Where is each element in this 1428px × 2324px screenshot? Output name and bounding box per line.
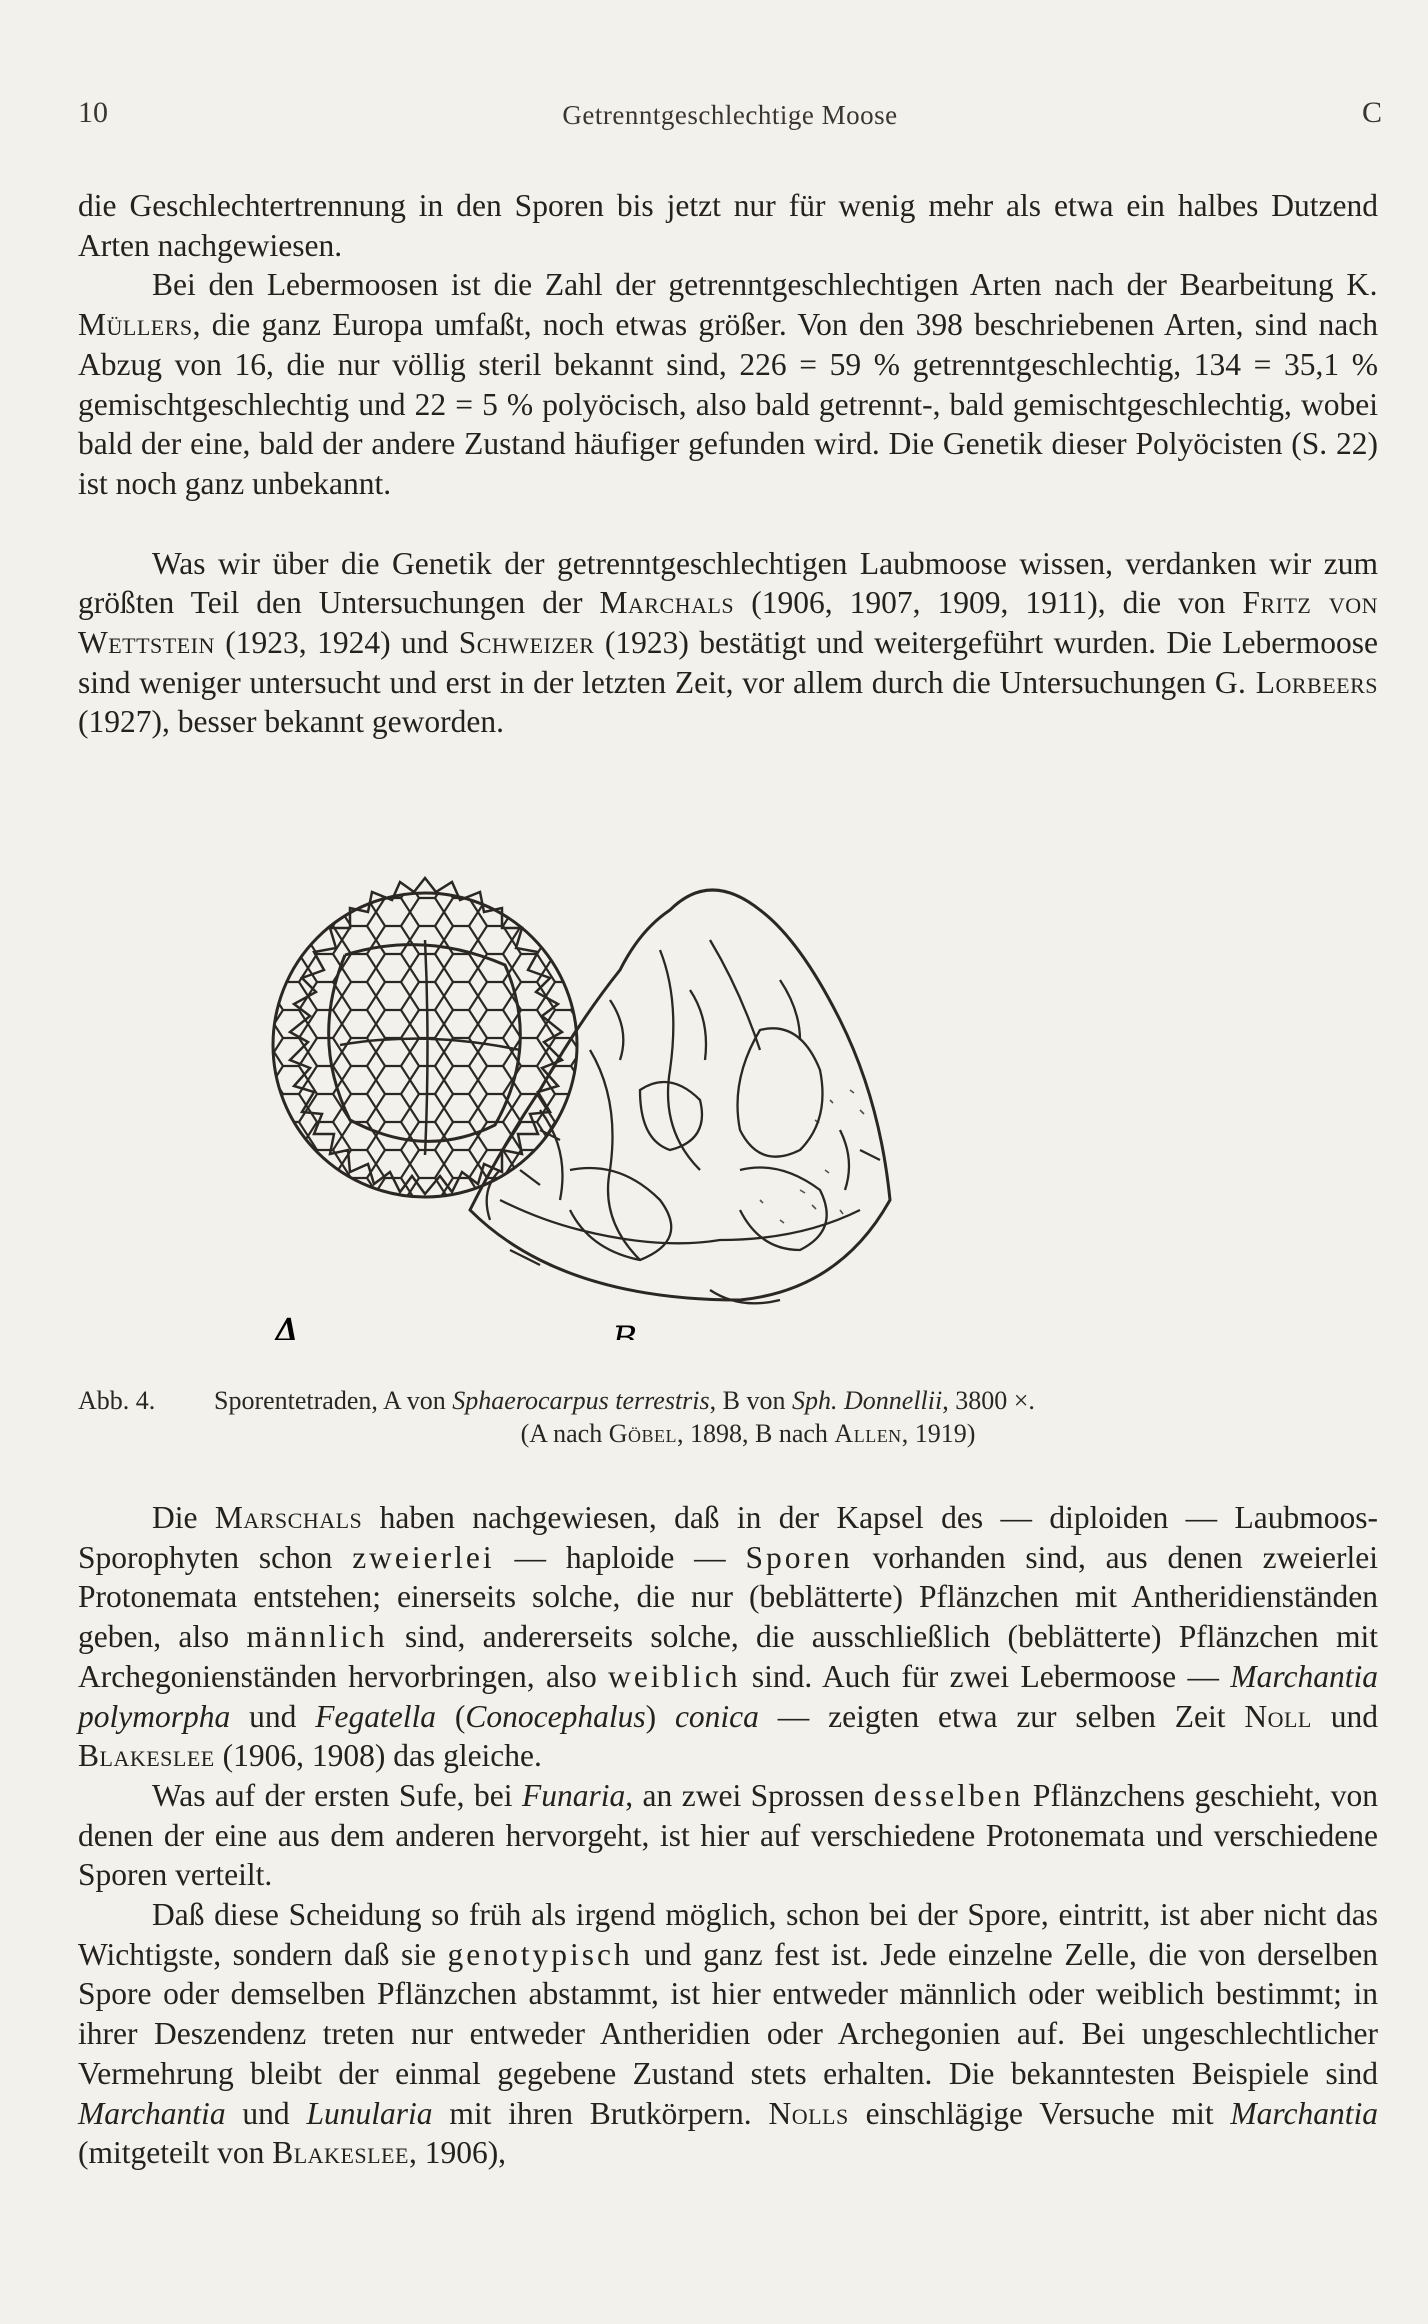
species-name: conica: [674, 1698, 759, 1734]
text-run: sind, andererseits solche, die ausschließlich (beblätterte) Pflänzchen mit Archegonienständen hervorbringen, also: [78, 1619, 1378, 1694]
paragraph-2: [78, 265, 1378, 503]
text-run: haben nachgewiesen, daß in der Kapsel des — diploiden — Laubmoos-Sporophyten schon: [78, 1500, 1378, 1575]
text-run: , 1919): [901, 1419, 976, 1448]
signature-mark: C: [1361, 96, 1382, 129]
species-name: Marchantia: [78, 2095, 226, 2131]
text-run: sind. Auch für zwei Lebermoose —: [740, 1658, 1231, 1694]
text-run: Was auf der ersten Sufe, bei: [152, 1777, 522, 1813]
author-name: Marchals: [599, 585, 735, 621]
author-name: G. Lorbeers: [1214, 664, 1378, 700]
text-run: Was wir über die Genetik der getrenntgeschlechtigen Laubmoose wissen, verdanken wir zum größten Teil den Untersuchungen der: [78, 545, 1378, 621]
text-run: mit ihren Brutkörpern.: [432, 2095, 769, 2131]
spaced-emphasis: Sporen: [745, 1539, 853, 1575]
text-run: und: [230, 1698, 316, 1734]
paragraph-6: [78, 1895, 1378, 2173]
text-run: , 3800 ×.: [942, 1386, 1035, 1415]
text-run: und: [225, 2095, 307, 2131]
text-run: und ganz fest ist. Jede einzelne Zelle, die von derselben Spore oder demselben Pflänzchen abstammt, ist hier entweder männlich oder weiblich bestimmt; in ihrer Deszendenz treten nur entweder Antheridien oder Archegonien auf. Bei ungeschlechtlicher Vermehrung bleibt der einmal gegebene Zustand stets erhalten. Die bekanntesten Beispiele sind: [78, 1936, 1378, 2091]
text-run: (1906, 1907, 1909, 1911), die von: [734, 585, 1243, 621]
spaced-emphasis: genotypisch: [447, 1936, 633, 1972]
author-name: Marschals: [214, 1500, 363, 1535]
figure-spore-tetrads: [240, 870, 1200, 1340]
text-run: , 1898, B nach: [677, 1419, 835, 1448]
species-name: Marchantia: [1230, 2095, 1378, 2131]
text-run: Sporentetraden, A von: [214, 1386, 453, 1415]
paragraph-3: [78, 544, 1378, 743]
figure-label-b: B: [612, 1319, 637, 1340]
species-name: Conocephalus: [465, 1698, 646, 1734]
author-name: Noll: [1244, 1698, 1312, 1734]
paragraph-4: [78, 1498, 1378, 1776]
author-name: Allen: [834, 1419, 902, 1448]
paragraph-5: [78, 1776, 1378, 1895]
species-name: Funaria: [521, 1777, 626, 1813]
species-name: Fegatella: [315, 1698, 436, 1734]
paragraph-1-text: die Geschlechtertrennung in den Sporen bis jetzt nur für wenig mehr als etwa ein halbes Dutzend Arten nachgewiesen.: [78, 188, 1378, 263]
page-number: 10: [78, 96, 108, 129]
species-name: Sphaerocarpus terrestris: [452, 1386, 710, 1415]
text-block-bottom: [78, 1498, 1378, 2173]
text-run: ): [645, 1698, 675, 1734]
text-run: Die: [152, 1500, 215, 1535]
caption-line-1: [78, 1384, 1378, 1417]
author-name: K. Müllers: [78, 267, 1378, 343]
text-run: vorhanden sind, aus denen zweierlei Protonemata entstehen; einerseits solche, die nur (beblätterte) Pflänzchen mit Antheridienständen geben, also: [78, 1539, 1378, 1655]
running-title: Getrenntgeschlechtige Moose: [562, 100, 898, 130]
spaced-emphasis: männlich: [246, 1619, 388, 1655]
spaced-emphasis: desselben: [873, 1777, 1024, 1813]
species-name: Marchantia polymorpha: [78, 1658, 1378, 1734]
figure-caption: [78, 1384, 1378, 1450]
author-name: Göbel: [608, 1419, 677, 1448]
text-run: , die ganz Europa umfaßt, noch etwas größer. Von den 398 beschriebenen Arten, sind nach Abzug von 16, die nur völlig steril bekannt sind, 226 = 59 % getrenntgeschlechtig, 134 = 35,1 % gemischtgeschlechtig und 22 = 5 % polyöcisch, also bald getrennt-, bald gemischtgeschlechtig, wobei bald der eine, bald der andere Zustand häufiger gefunden wird. Die Genetik dieser Polyöcisten (S. 22) ist noch ganz unbekannt.: [78, 307, 1378, 501]
paragraph-1: [78, 186, 1378, 265]
text-run: und: [1311, 1698, 1378, 1734]
text-run: (1923) bestätigt und weitergeführt wurden. Die Lebermoose sind weniger untersucht und erst in der letzten Zeit, vor allem durch die Untersuchungen: [78, 625, 1378, 700]
figure-label-a: A: [270, 1310, 302, 1340]
author-name: Nolls: [768, 2095, 849, 2131]
text-run: (mitgeteilt von: [78, 2135, 273, 2171]
caption-label: Abb. 4.: [78, 1386, 156, 1415]
text-run: Pflänzchens geschieht, von denen der eine aus dem anderen hervorgeht, ist hier auf verschiedene Protonemata und verschiedene Sporen verteilt.: [78, 1777, 1379, 1893]
author-name: Blakeslee: [272, 2135, 409, 2171]
text-run: einschlägige Versuche mit: [848, 2095, 1231, 2131]
paragraph-gap: [78, 504, 1378, 544]
text-run: — haploide —: [494, 1539, 746, 1575]
author-name: Schweizer: [458, 625, 595, 661]
author-name: Fritz von Wettstein: [78, 585, 1379, 661]
caption-line-2: [78, 1417, 1378, 1450]
spaced-emphasis: zweierlei: [352, 1539, 495, 1575]
author-name: Blakeslee: [78, 1738, 215, 1774]
species-name: Lunularia: [306, 2095, 433, 2131]
spaced-emphasis: weiblich: [608, 1658, 741, 1694]
text-run: (1906, 1908) das gleiche.: [214, 1738, 542, 1774]
figure-illustration: [240, 870, 1200, 1340]
page-header: [78, 96, 1382, 146]
text-run: Daß diese Scheidung so früh als irgend möglich, schon bei der Spore, eintritt, ist aber nicht das Wichtigste, sondern daß sie: [78, 1897, 1378, 1972]
text-run: (: [435, 1698, 466, 1734]
species-name: Sph. Donnellii: [792, 1386, 943, 1415]
text-run: Bei den Lebermoosen ist die Zahl der getrenntgeschlechtigen Arten nach der Bearbeitung: [152, 267, 1347, 303]
text-run: (A nach: [520, 1419, 609, 1448]
text-run: (1923, 1924) und: [214, 625, 459, 661]
spore-tetrad-a-drawing: [273, 878, 577, 1197]
text-run: (1927), besser bekannt geworden.: [78, 704, 504, 740]
text-run: , an zwei Sprossen: [625, 1777, 874, 1813]
text-block-top: [78, 186, 1378, 742]
text-run: — zeigten etwa zur selben Zeit: [758, 1698, 1245, 1734]
caption-text: [214, 1384, 1035, 1417]
text-run: , B von: [709, 1386, 792, 1415]
text-run: , 1906),: [408, 2135, 507, 2171]
